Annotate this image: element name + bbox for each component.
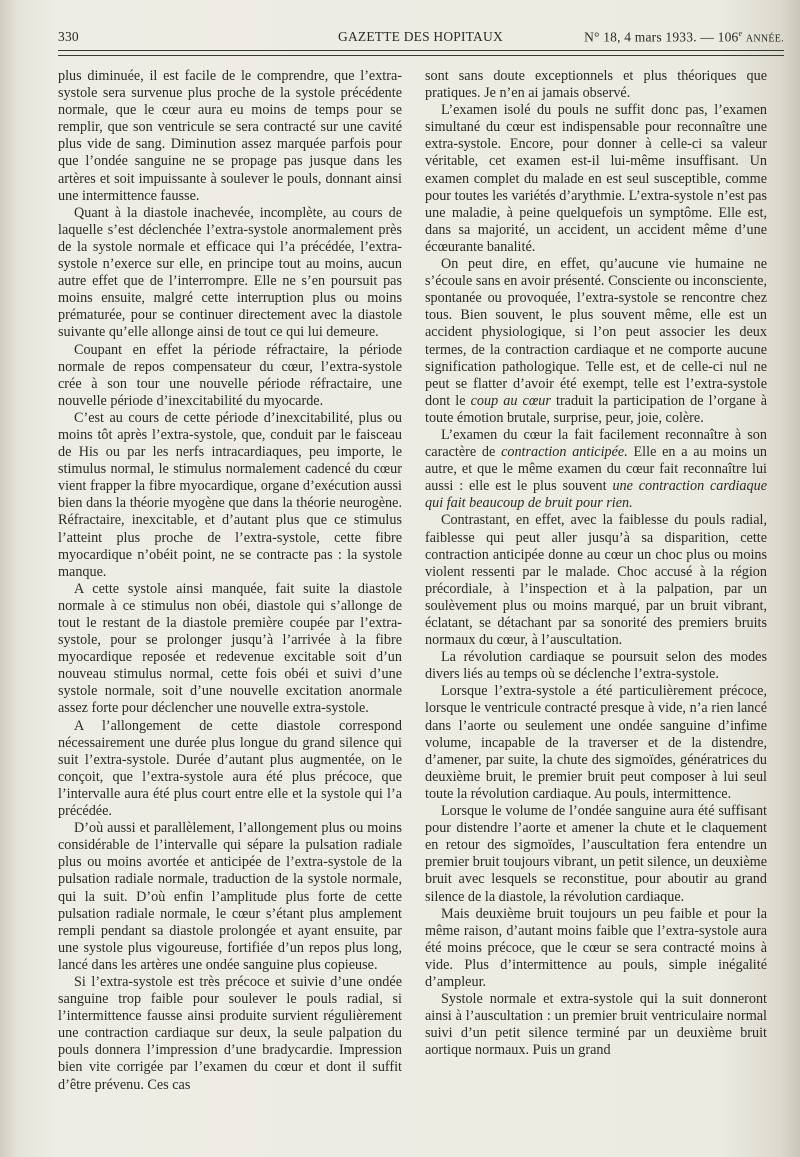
right-paragraph-5: Contrastant, en effet, avec la faiblesse du pouls radial, faiblesse qui peut aller jusqu’à sa disparition, cette contraction anticipée donne au cœur un choc plus ou moins violent ressenti par le malade. Choc accusé à la région précordiale, à l’inspection et à la palpation, par un soulèvement plus ou moins marqué, par un bruit vibrant, éclatant, se détachant par sa sonorité des premiers bruits normaux du cœur, à l’auscultation.	[425, 512, 767, 649]
page-header	[58, 29, 784, 51]
issue-main: N° 18, 4 mars 1933. — 106	[584, 29, 739, 45]
right-paragraph-2: L’examen isolé du pouls ne suffit donc pas, l’examen simultané du cœur est indispensable pour reconnaître une extra-systole. Encore, pour donner à celle-ci sa valeur véritable, cet examen est-il lui-même insuffisant. Un examen complet du malade en est seul susceptible, comme pour toutes les variétés d’arythmie. L’extra-systole n’est pas une maladie, à peine quelquefois un symptôme. Elle est, dans sa majorité, un accident, un accident même d’une écœurante banalité.	[425, 102, 767, 255]
right-paragraph-9: Mais deuxième bruit toujours un peu faible et pour la même raison, d’autant moins faible que l’extra-systole aura été moins précoce, que le cœur se sera contracté moins à vide. Plus d’intermittence au pouls, simple inégalité d’ampleur.	[425, 905, 767, 990]
right-paragraph-4-mid: Elle en a au moins un autre, et que le même examen du cœur fait reconnaître lui aussi : elle est le plus souvent	[425, 444, 768, 495]
left-paragraph-4: C’est au cours de cette période d’inexcitabilité, plus ou moins tôt après l’extra-systole, que, conduit par le faisceau de His ou par les nerfs intracardiaques, peu importe, le stimulus normal, le stimulus normalement cadencé du cœur vient frapper la fibre myocardique, organe d’exécution aussi bien dans la théorie myogène que dans la théorie neurogène. Réfractaire, inexcitable, et d’autant plus que ce stimulus l’atteint plus proche de l’extra-systole, cette fibre myocardique n’obéit point, ne se contracte pas : la systole manque.	[58, 409, 402, 580]
italic-phrase-contraction-anticipee: contraction anticipée.	[501, 444, 628, 461]
left-paragraph-6: A l’allongement de cette diastole correspond nécessairement une durée plus longue du grand silence qui suit l’extra-systole. Durée d’autant plus augmentée, on le conçoit, que l’extra-systole aura été plus précoce, que l’intervalle aura été plus court entre elle et la systole qui l’a précédée.	[58, 717, 402, 820]
left-paragraph-3: Coupant en effet la période réfractaire, la période normale de repos compensateur du cœur, l’extra-systole crée à son tour une nouvelle période réfractaire, une nouvelle période d’inexcitabilité du myocarde.	[58, 341, 402, 409]
right-paragraph-10: Systole normale et extra-systole qui la suit donneront ainsi à l’auscultation : un premier bruit ventriculaire normal suivi d’un petit silence terminé par un deuxième bruit aortique normaux. Puis un grand	[425, 991, 767, 1059]
right-paragraph-7: Lorsque l’extra-systole a été particulièrement précoce, lorsque le ventricule contracté presque à vide, n’a rien lancé dans l’aorte ou seulement une ondée sanguine d’infime volume, incapable de la traverser et de la distendre, d’amener, par suite, la chute des sigmoïdes, génératrices du deuxième bruit, le premier bruit peut composer à lui seul toute la révolution cardiaque. Au pouls, intermittence.	[425, 683, 767, 802]
header-rule	[58, 50, 784, 51]
left-paragraph-7: D’où aussi et parallèlement, l’allongement plus ou moins considérable de l’intervalle qui sépare la pulsation radiale plus ou moins avortée et anticipée de l’extra-systole de la pulsation radiale normale, traduction de la systole normale, qui la suit. D’où enfin l’amplitude plus forte de cette pulsation radiale normale, le cœur s’étant plus amplement rempli pendant sa diastole prolongée et ayant ensuite, par une systole plus vigoureuse, fortifiée d’un repos plus long, lancé dans les artères une ondée sanguine plus copieuse.	[58, 820, 402, 973]
journal-title: GAZETTE DES HOPITAUX	[338, 29, 503, 44]
right-paragraph-3-end: traduit la participation de l’organe à toute émotion brutale, surprise, peur, joie, colère.	[425, 392, 768, 426]
header-rule-secondary	[58, 55, 784, 56]
left-column	[58, 68, 402, 1094]
right-paragraph-1: sont sans doute exceptionnels et plus théoriques que pratiques. Je n’en ai jamais observé.	[425, 68, 767, 102]
issue-suffix: ANNÉE.	[745, 33, 784, 45]
left-paragraph-1: plus diminuée, il est facile de le comprendre, que l’extra-systole sera survenue plus proche de la systole précédente normale, que le cœur aura eu moins de temps pour se remplir, que son ventricule se sera contracté sur une cavité plus vide de sang. Diminution assez marquée parfois pour que l’ondée sanguine ne se propage pas jusque dans les artères et soit impuissante à soulever le pouls, donnant ainsi une intermittence fausse.	[58, 68, 402, 204]
left-paragraph-8: Si l’extra-systole est très précoce et suivie d’une ondée sanguine trop faible pour soulever le pouls radial, si l’intermittence fausse ainsi produite survient régulièrement une contraction cardiaque sur deux, la seule palpation du pouls donnera l’impression d’une bradycardie. Impression bien vite corrigée par l’examen du cœur et dont il suffit d’être prévenu. Ces cas	[58, 973, 402, 1093]
issue-superscript: e	[738, 29, 743, 38]
issue-info	[584, 29, 784, 46]
right-paragraph-3	[425, 256, 767, 427]
right-paragraph-6: La révolution cardiaque se poursuit selon des modes divers liés au temps où se déclenche l’extra-systole.	[425, 649, 767, 683]
left-paragraph-5: A cette systole ainsi manquée, fait suite la diastole normale à ce stimulus non obéi, diastole qui s’allonge de tout le restant de la diastole première coupée par l’extra-systole, pour se prolonger jusqu’à l’arrivée à la fibre myocardique reposée et redevenue excitable soit d’un nouveau stimulus normal, cette fois obéi et suivi d’une systole normale, soit d’une nouvelle excitation anormale assez forte pour déclencher une nouvelle extra-systole.	[58, 580, 402, 717]
italic-phrase-bruit-pour-rien: une contraction cardiaque qui fait beaucoup de bruit pour rien.	[425, 478, 767, 512]
right-paragraph-4-start: L’examen du cœur la fait facilement reconnaître à son caractère de	[425, 426, 767, 461]
right-paragraph-4	[425, 427, 767, 512]
left-paragraph-2: Quant à la diastole inachevée, incomplète, au cours de laquelle s’est déclenchée l’extra-systole anormalement près de la systole normale et efficace qui l’a précédée, l’extra-systole n’exerce sur elle, en principe tout au moins, aucun autre effet que de l’interrompre. Elle ne s’en poursuit pas moins ensuite, malgré cette interruption plus ou moins prématurée, pour se continuer directement avec la diastole suivante qu’elle allonge ainsi de tout ce qui lui demeure.	[58, 204, 402, 341]
right-paragraph-3-start: On peut dire, en effet, qu’aucune vie humaine ne s’écoule sans en avoir présenté. Consciente ou inconsciente, spontanée ou provoquée, l’extra-systole se rencontre chez tous. Bien souvent, le plus souvent même, elle est un accident physiologique, si l’on peut associer les deux termes, de la contraction cardiaque et ne comporte aucune signification pathologique. Telle est, et de celle-ci nul ne peut se flatter d’avoir été exempt, telle est l’extra-systole dont le	[425, 256, 767, 409]
italic-phrase-coup-au-coeur: coup au cœur	[470, 392, 551, 409]
right-column	[425, 68, 767, 1059]
right-paragraph-8: Lorsque le volume de l’ondée sanguine aura été suffisant pour distendre l’aorte et amener la chute et le claquement en retour des sigmoïdes, l’auscultation fera entendre un premier bruit toujours vibrant, un petit silence, un deuxième bruit avec lesquels se reconstitue, pour aboutir au grand silence de la diastole, la révolution cardiaque.	[425, 803, 767, 905]
page-number: 330	[58, 29, 79, 44]
